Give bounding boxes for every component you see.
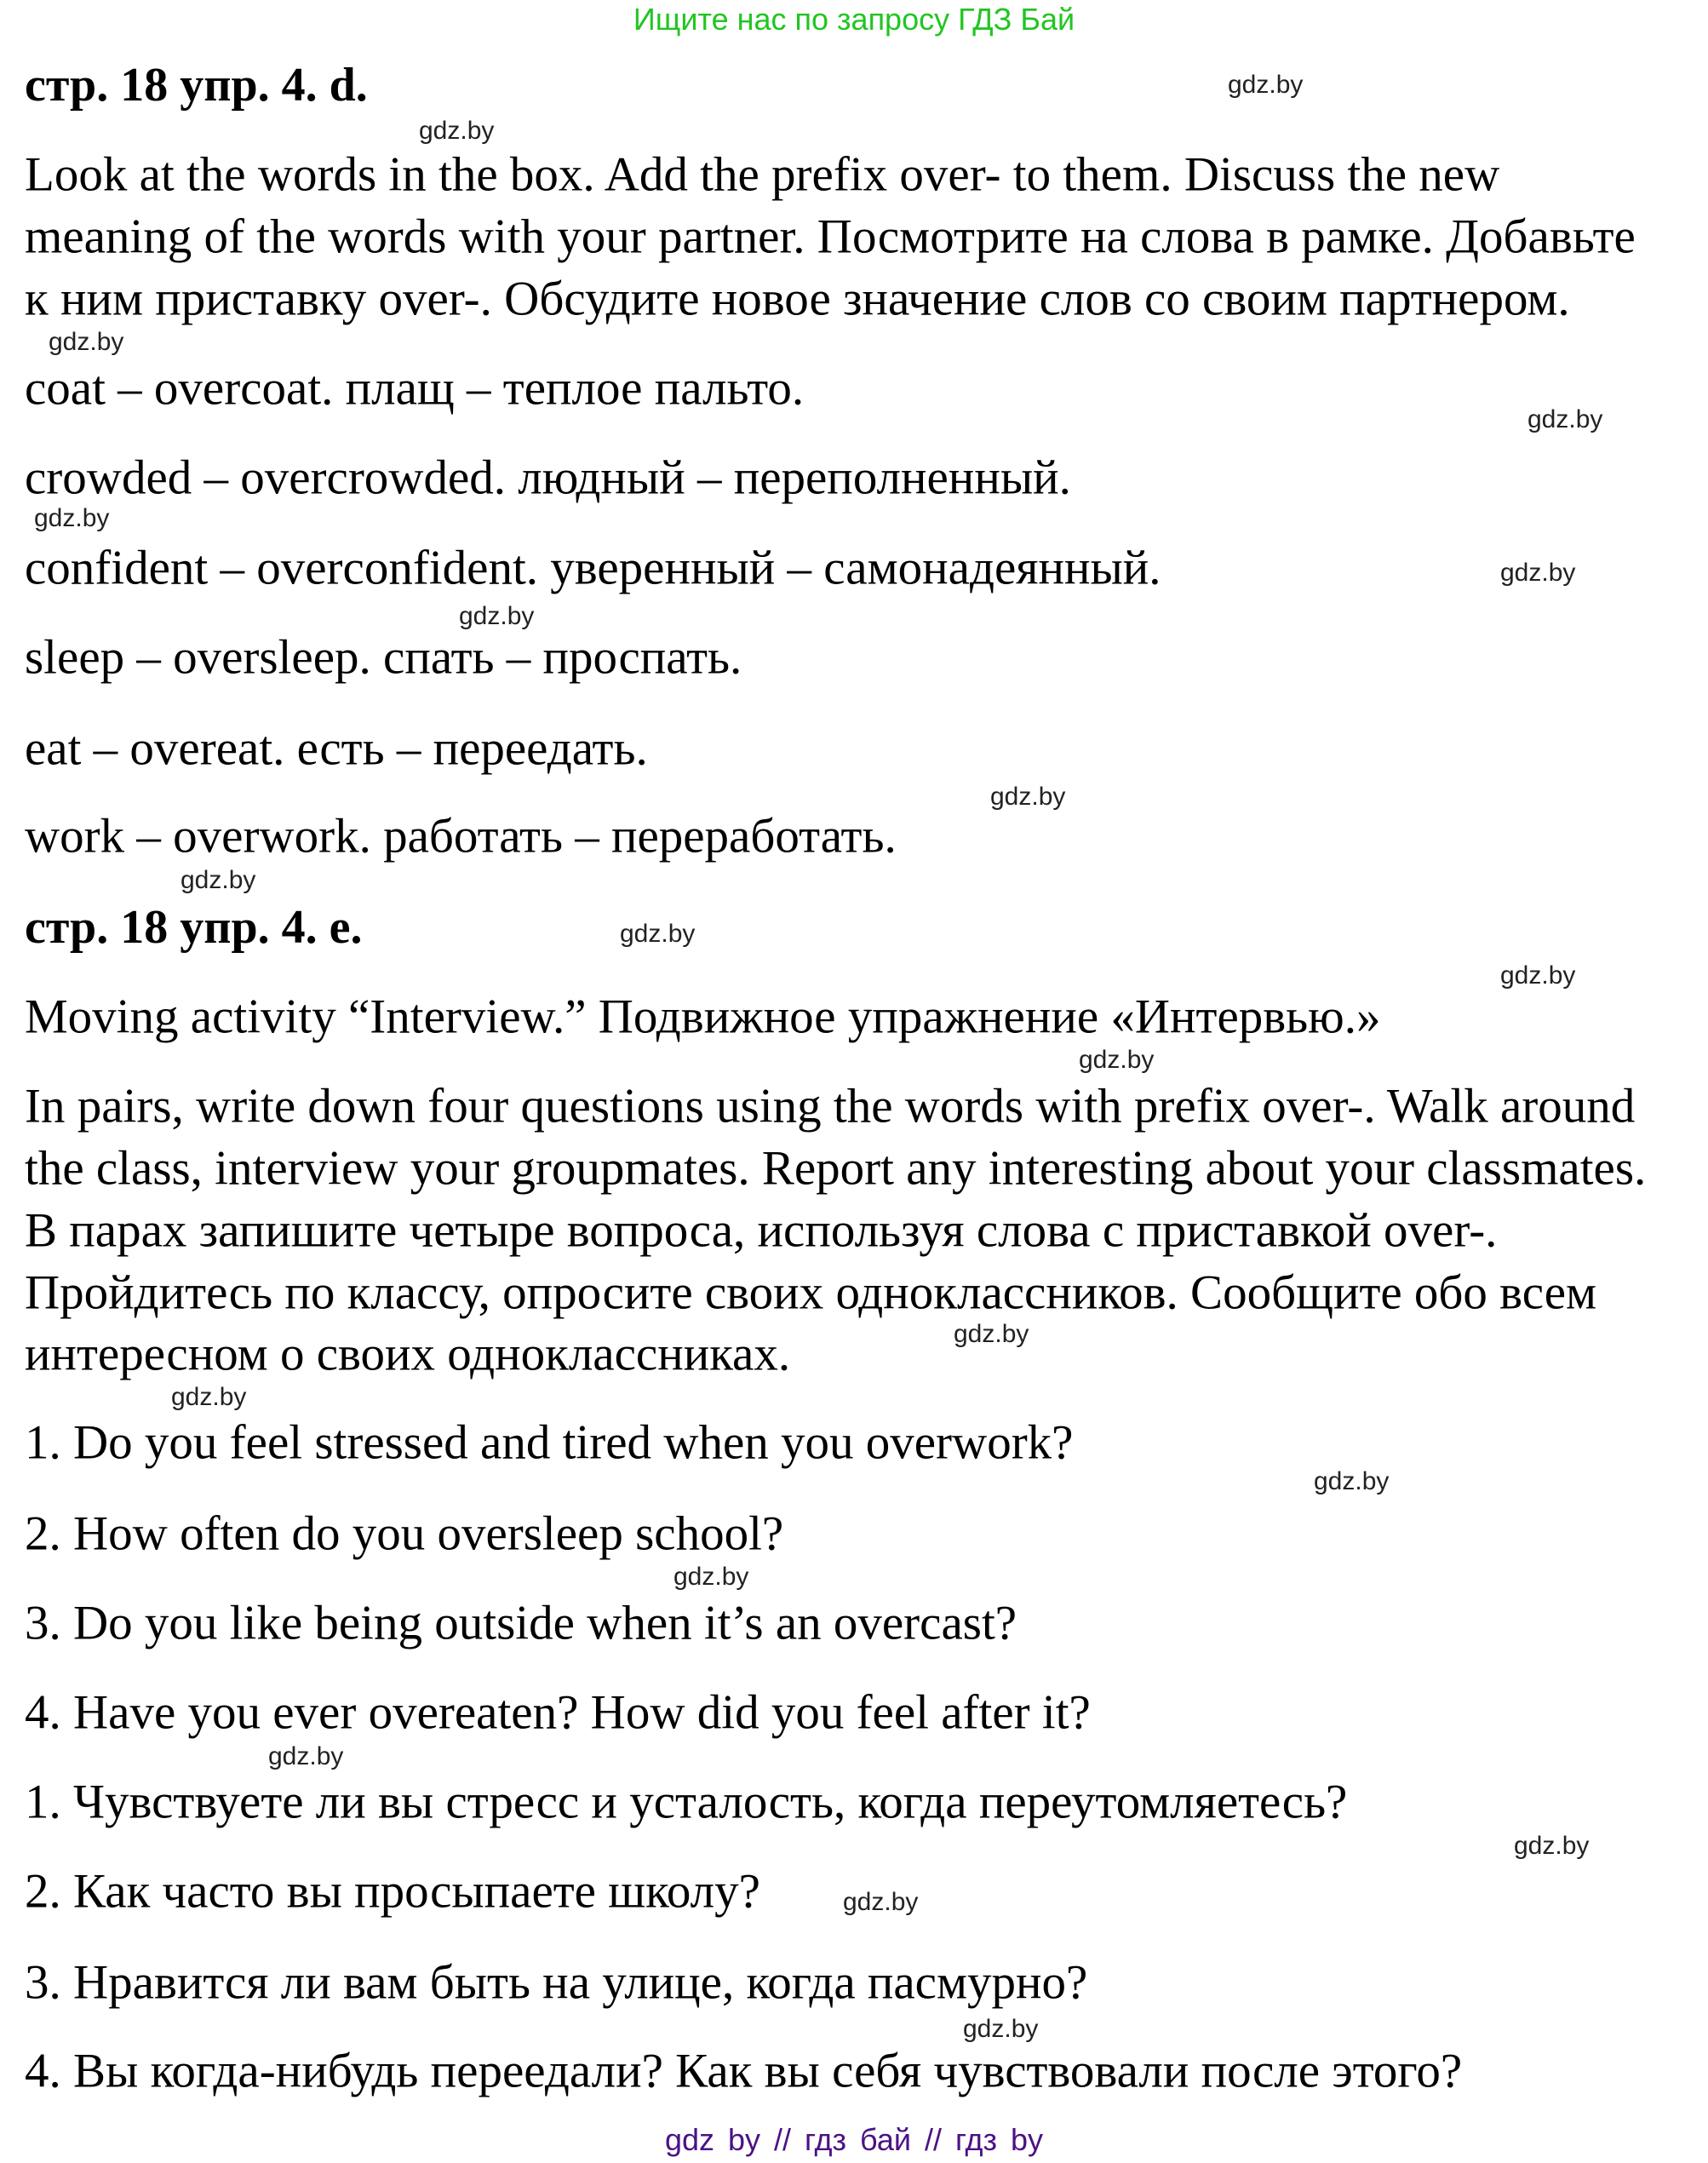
footer-banner: gdz by // гдз бай // гдз by [664, 2122, 1044, 2157]
watermark: gdz.by [1500, 559, 1576, 587]
watermark: gdz.by [1314, 1467, 1390, 1495]
section-d-title: стр. 18 упр. 4. d. [25, 59, 368, 112]
activity-line: Moving activity “Interview.” Подвижное упражнение «Интервью.» [25, 990, 1381, 1044]
word-pair: confident – overconfident. уверенный – самонадеянный. [25, 541, 1161, 595]
word-pair: coat – overcoat. плащ – теплое пальто. [25, 361, 805, 416]
watermark: gdz.by [1228, 71, 1304, 99]
word-pair: sleep – oversleep. спать – проспать. [25, 630, 742, 685]
watermark: gdz.by [171, 1383, 247, 1411]
watermark: gdz.by [673, 1563, 749, 1591]
word-pair: crowded – overcrowded. людный – переполненный. [25, 450, 1071, 505]
watermark: gdz.by [1514, 1832, 1590, 1860]
instruction-line: интересном о своих одноклассниках. [25, 1327, 791, 1381]
watermark: gdz.by [963, 2015, 1039, 2043]
watermark: gdz.by [990, 783, 1066, 811]
question-ru: 4. Вы когда-нибудь переедали? Как вы себя чувствовали после этого? [25, 2044, 1463, 2098]
question-ru: 2. Как часто вы просыпаете школу? [25, 1864, 760, 1919]
instruction-line: Пройдитесь по классу, опросите своих одноклассников. Сообщите обо всем [25, 1265, 1597, 1320]
watermark: gdz.by [843, 1888, 919, 1916]
word-pair: eat – overeat. есть – переедать. [25, 721, 648, 776]
word-pair: work – overwork. работать – переработать. [25, 809, 897, 863]
watermark: gdz.by [459, 602, 535, 630]
instruction-line: In pairs, write down four questions using the words with prefix over-. Walk around [25, 1079, 1636, 1133]
watermark: gdz.by [49, 328, 124, 356]
watermark: gdz.by [268, 1742, 344, 1770]
watermark: gdz.by [34, 504, 110, 532]
question-en: 3. Do you like being outside when it’s an overcast? [25, 1596, 1017, 1650]
instruction-line: к ним приставку over-. Обсудите новое значение слов со своим партнером. [25, 272, 1570, 326]
watermark: gdz.by [181, 866, 256, 894]
question-ru: 3. Нравится ли вам быть на улице, когда пасмурно? [25, 1955, 1088, 2010]
header-banner: Ищите нас по запросу ГДЗ Бай [633, 2, 1075, 37]
question-ru: 1. Чувствуете ли вы стресс и усталость, когда переутомляетесь? [25, 1775, 1348, 1829]
question-en: 2. How often do you oversleep school? [25, 1506, 784, 1561]
watermark: gdz.by [1500, 961, 1576, 990]
watermark: gdz.by [1527, 405, 1603, 433]
question-en: 4. Have you ever overeaten? How did you feel after it? [25, 1685, 1091, 1740]
watermark: gdz.by [620, 920, 696, 948]
instruction-line: the class, interview your groupmates. Report any interesting about your classmates. [25, 1141, 1647, 1196]
watermark: gdz.by [419, 117, 495, 145]
instruction-line: meaning of the words with your partner. Посмотрите на слова в рамке. Добавьте [25, 209, 1636, 264]
question-en: 1. Do you feel stressed and tired when you overwork? [25, 1415, 1074, 1470]
watermark: gdz.by [1079, 1046, 1155, 1074]
section-e-title: стр. 18 упр. 4. e. [25, 901, 363, 954]
watermark: gdz.by [954, 1320, 1029, 1348]
instruction-line: Look at the words in the box. Add the prefix over- to them. Discuss the new [25, 147, 1500, 202]
instruction-line: В парах запишите четыре вопроса, используя слова с приставкой over-. [25, 1203, 1498, 1258]
